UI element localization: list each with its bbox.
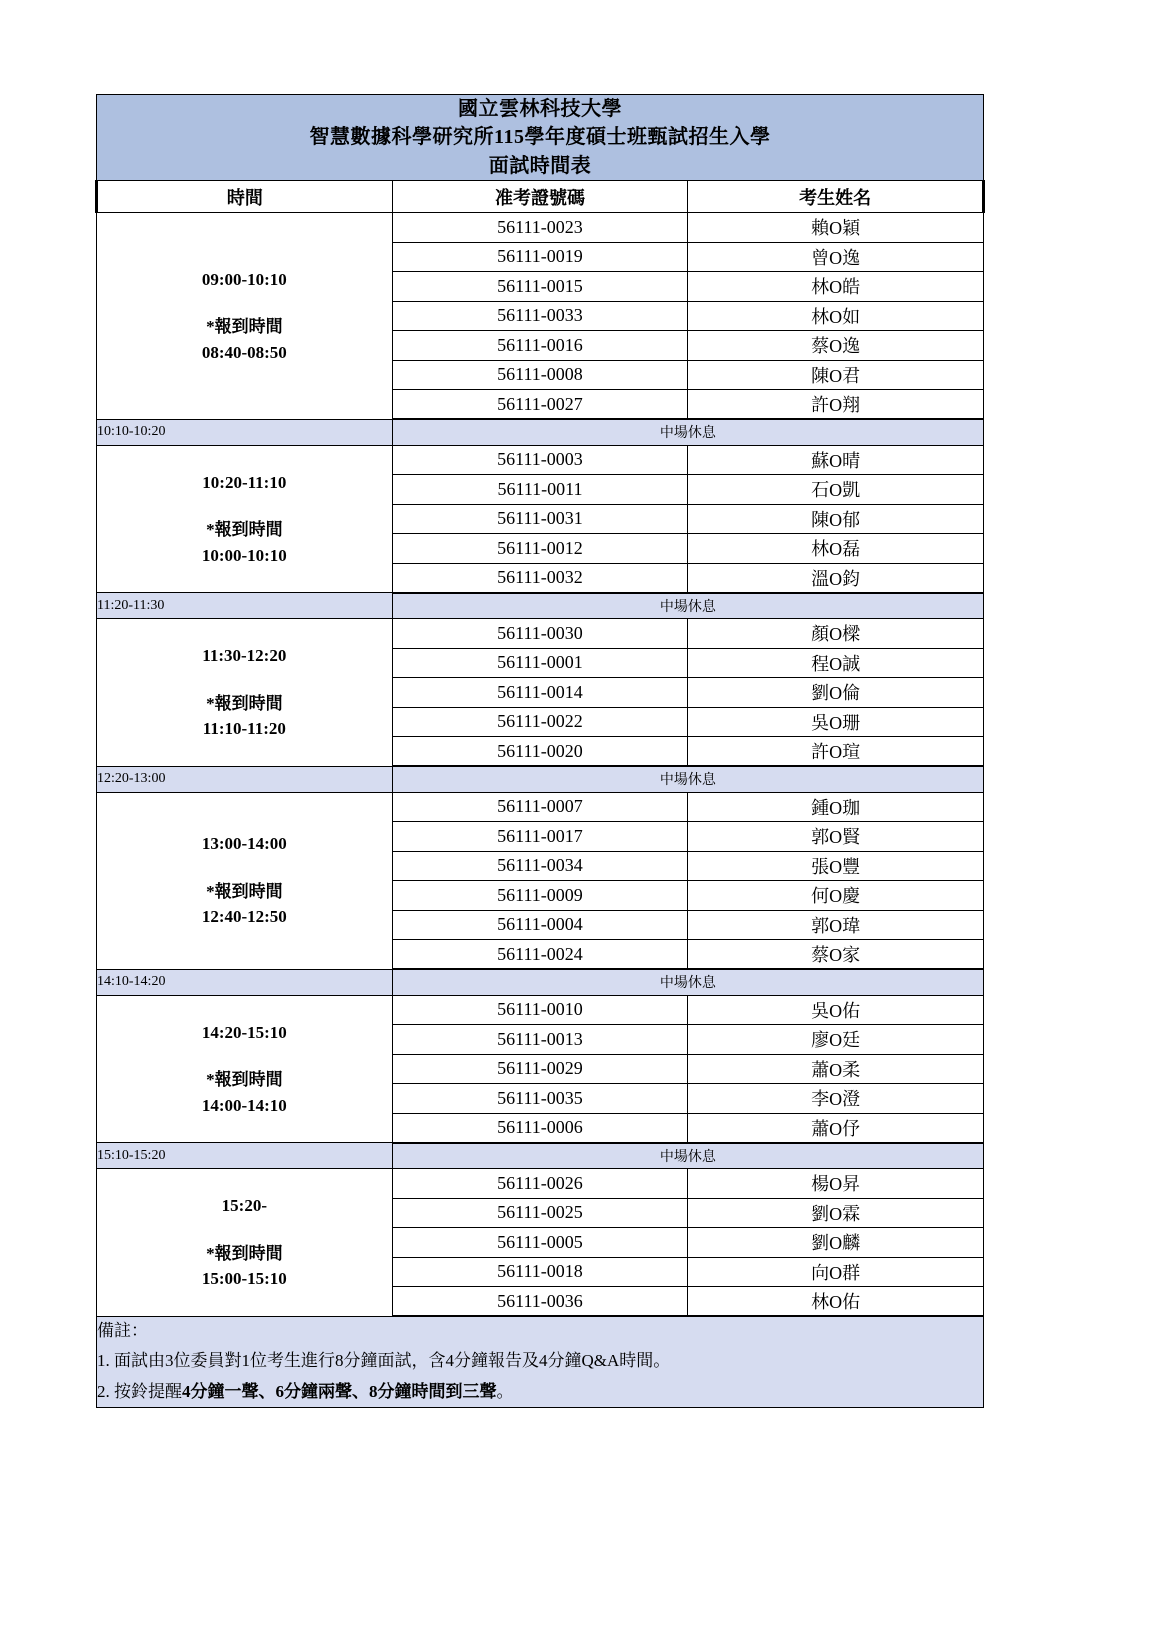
candidate-name: 蕭O伃 (688, 1113, 984, 1143)
exam-number: 56111-0016 (392, 331, 688, 361)
candidate-name: 劉O倫 (688, 678, 984, 708)
exam-number: 56111-0006 (392, 1113, 688, 1143)
exam-number: 56111-0017 (392, 822, 688, 852)
time-slot-range-3: 13:00-14:00 (201, 834, 287, 854)
break-row (97, 593, 984, 619)
exam-number: 56111-0030 (392, 619, 688, 649)
candidate-name: 程O誠 (688, 648, 984, 678)
notes-row (97, 1316, 984, 1408)
column-header-time: 時間 (97, 181, 393, 213)
candidate-name: 何O慶 (688, 881, 984, 911)
candidate-name: 李O澄 (688, 1084, 984, 1114)
interview-schedule-sheet (95, 94, 985, 1408)
exam-number: 56111-0031 (392, 504, 688, 534)
time-slot-range-5: 15:20- (221, 1196, 267, 1216)
exam-number: 56111-0001 (392, 648, 688, 678)
break-text-0: 中場休息 (392, 419, 983, 445)
exam-number: 56111-0005 (392, 1228, 688, 1258)
candidate-name: 林O佑 (688, 1287, 984, 1317)
schedule-row (97, 445, 984, 475)
candidate-name: 吳O珊 (688, 707, 984, 737)
schedule-table (95, 94, 985, 1408)
candidate-name: 顏O樑 (688, 619, 984, 649)
time-slot-cell-3 (97, 792, 393, 969)
report-time-4: 14:00-14:10 (201, 1095, 287, 1115)
note-item-2-bold: 4分鐘一聲、6分鐘兩聲、8分鐘時間到三聲 (182, 1381, 497, 1401)
candidate-name: 劉O霖 (688, 1198, 984, 1228)
time-slot-cell-5 (97, 1169, 393, 1317)
candidate-name: 蔡O逸 (688, 331, 984, 361)
candidate-name: 吳O佑 (688, 995, 984, 1025)
time-slot-range-0: 09:00-10:10 (201, 269, 287, 289)
candidate-name: 楊O昇 (688, 1169, 984, 1199)
exam-number: 56111-0025 (392, 1198, 688, 1228)
candidate-name: 林O皓 (688, 272, 984, 302)
exam-number: 56111-0008 (392, 360, 688, 390)
candidate-name: 林O如 (688, 301, 984, 331)
exam-number: 56111-0004 (392, 910, 688, 940)
break-text-4: 中場休息 (392, 1143, 983, 1169)
candidate-name: 蔡O家 (688, 940, 984, 970)
exam-number: 56111-0007 (392, 792, 688, 822)
exam-number: 56111-0027 (392, 390, 688, 420)
break-time-0: 10:10-10:20 (97, 419, 393, 445)
candidate-name: 劉O麟 (688, 1228, 984, 1258)
report-time-0: 08:40-08:50 (201, 342, 287, 362)
spacer (97, 292, 392, 314)
break-text-3: 中場休息 (392, 969, 983, 995)
report-label-3: *報到時間 (206, 881, 283, 901)
candidate-name: 石O凱 (688, 475, 984, 505)
spacer (97, 1219, 392, 1241)
report-label-2: *報到時間 (206, 693, 283, 713)
time-slot-cell-0 (97, 213, 393, 420)
spacer (97, 857, 392, 879)
exam-number: 56111-0013 (392, 1025, 688, 1055)
note-item-1 (97, 1346, 983, 1377)
document-title (97, 95, 984, 181)
exam-number: 56111-0020 (392, 737, 688, 767)
exam-number: 56111-0024 (392, 940, 688, 970)
spacer (97, 669, 392, 691)
break-time-1: 11:20-11:30 (97, 593, 393, 619)
notes-block (97, 1316, 984, 1408)
exam-number: 56111-0033 (392, 301, 688, 331)
schedule-row (97, 995, 984, 1025)
report-label-0: *報到時間 (206, 317, 283, 337)
exam-number: 56111-0011 (392, 475, 688, 505)
schedule-row (97, 792, 984, 822)
exam-number: 56111-0014 (392, 678, 688, 708)
time-slot-range-1: 10:20-11:10 (202, 472, 287, 492)
time-slot-cell-1 (97, 445, 393, 593)
exam-number: 56111-0032 (392, 563, 688, 593)
report-time-3: 12:40-12:50 (201, 907, 287, 927)
exam-number: 56111-0026 (392, 1169, 688, 1199)
exam-number: 56111-0010 (392, 995, 688, 1025)
title-row (97, 95, 984, 181)
break-time-2: 12:20-13:00 (97, 766, 393, 792)
spacer (97, 495, 392, 517)
break-time-4: 15:10-15:20 (97, 1143, 393, 1169)
schedule-row (97, 619, 984, 649)
break-time-3: 14:10-14:20 (97, 969, 393, 995)
column-header-exam-number: 准考證號碼 (392, 181, 688, 213)
note-item-2 (97, 1377, 983, 1408)
candidate-name: 蘇O晴 (688, 445, 984, 475)
exam-number: 56111-0012 (392, 534, 688, 564)
schedule-row (97, 213, 984, 243)
candidate-name: 許O瑄 (688, 737, 984, 767)
column-header-candidate-name: 考生姓名 (688, 181, 984, 213)
title-line-program: 智慧數據科學研究所115學年度碩士班甄試招生入學 (309, 126, 771, 149)
candidate-name: 許O翔 (688, 390, 984, 420)
table-body (97, 95, 984, 1408)
report-label-1: *報到時間 (206, 520, 283, 540)
exam-number: 56111-0023 (392, 213, 688, 243)
exam-number: 56111-0018 (392, 1257, 688, 1287)
spacer (97, 1045, 392, 1067)
title-line-subject: 面試時間表 (488, 154, 592, 177)
time-slot-range-4: 14:20-15:10 (201, 1022, 287, 1042)
candidate-name: 廖O廷 (688, 1025, 984, 1055)
exam-number: 56111-0035 (392, 1084, 688, 1114)
break-row (97, 969, 984, 995)
time-slot-cell-4 (97, 995, 393, 1143)
candidate-name: 向O群 (688, 1257, 984, 1287)
report-label-4: *報到時間 (206, 1070, 283, 1090)
schedule-row (97, 1169, 984, 1199)
exam-number: 56111-0022 (392, 707, 688, 737)
exam-number: 56111-0003 (392, 445, 688, 475)
report-time-5: 15:00-15:10 (201, 1269, 287, 1289)
break-row (97, 419, 984, 445)
candidate-name: 郭O瑋 (688, 910, 984, 940)
candidate-name: 張O豐 (688, 851, 984, 881)
break-text-2: 中場休息 (392, 766, 983, 792)
column-header-row (97, 181, 984, 213)
report-label-5: *報到時間 (206, 1243, 283, 1263)
break-text-1: 中場休息 (392, 593, 983, 619)
candidate-name: 陳O郁 (688, 504, 984, 534)
exam-number: 56111-0036 (392, 1287, 688, 1317)
exam-number: 56111-0009 (392, 881, 688, 911)
break-row (97, 1143, 984, 1169)
break-row (97, 766, 984, 792)
candidate-name: 林O磊 (688, 534, 984, 564)
note-item-2-suffix: 。 (496, 1381, 514, 1401)
exam-number: 56111-0019 (392, 242, 688, 272)
candidate-name: 賴O穎 (688, 213, 984, 243)
time-slot-cell-2 (97, 619, 393, 767)
exam-number: 56111-0029 (392, 1054, 688, 1084)
notes-heading: 備註： (97, 1321, 148, 1341)
exam-number: 56111-0015 (392, 272, 688, 302)
candidate-name: 蕭O柔 (688, 1054, 984, 1084)
candidate-name: 溫O鈞 (688, 563, 984, 593)
candidate-name: 曾O逸 (688, 242, 984, 272)
report-time-2: 11:10-11:20 (202, 719, 286, 739)
exam-number: 56111-0034 (392, 851, 688, 881)
candidate-name: 鍾O珈 (688, 792, 984, 822)
title-line-university: 國立雲林科技大學 (458, 98, 622, 120)
candidate-name: 陳O君 (688, 360, 984, 390)
report-time-1: 10:00-10:10 (201, 545, 287, 565)
note-item-1-text: 1. 面試由3位委員對1位考生進行8分鐘面試，含4分鐘報告及4分鐘Q&A時間。 (97, 1351, 671, 1371)
candidate-name: 郭O賢 (688, 822, 984, 852)
note-item-2-prefix: 2. 按鈴提醒 (97, 1381, 182, 1401)
time-slot-range-2: 11:30-12:20 (202, 646, 287, 666)
